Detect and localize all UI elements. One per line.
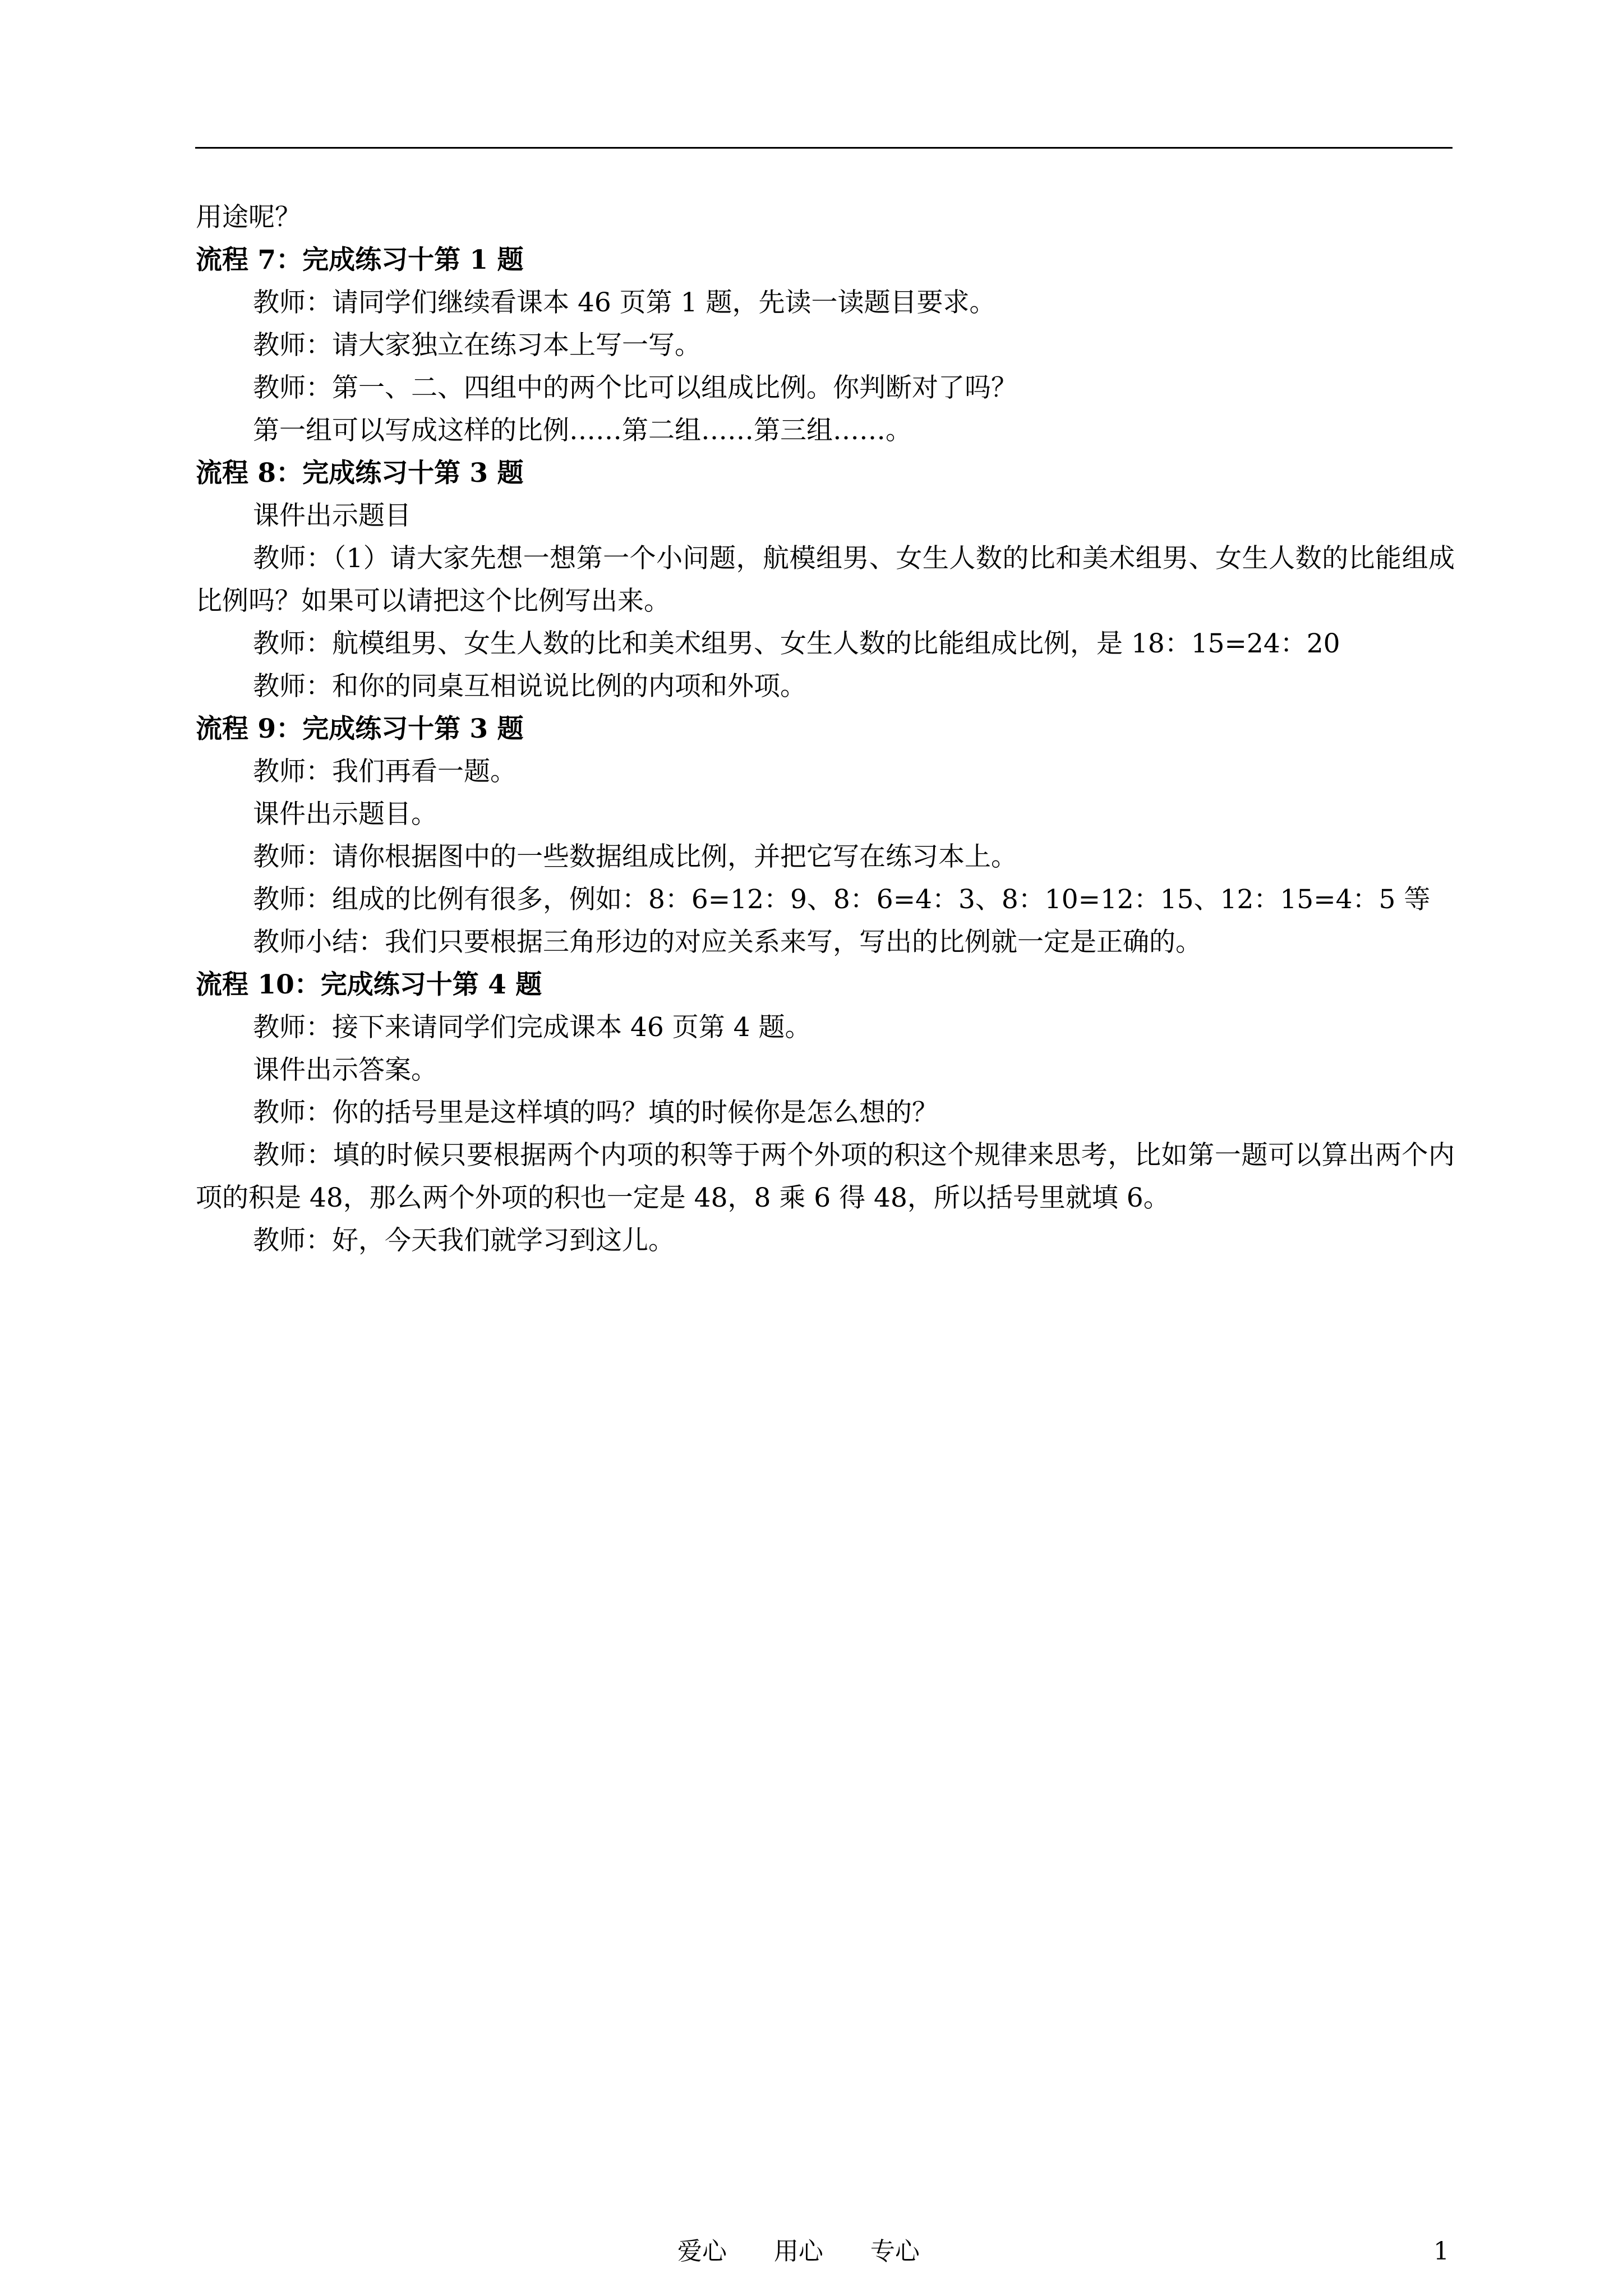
paragraph: 课件出示题目 xyxy=(253,500,411,531)
paragraph: 教师小结：我们只要根据三角形边的对应关系来写，写出的比例就一定是正确的。 xyxy=(253,927,1202,958)
section-heading: 流程 10：完成练习十第 4 题 xyxy=(196,969,542,1000)
section-heading: 流程 9：完成练习十第 3 题 xyxy=(196,714,524,744)
paragraph: 教师：航模组男、女生人数的比和美术组男、女生人数的比能组成比例，是 18：15=24：20 xyxy=(253,628,1340,659)
paragraph: 教师：请同学们继续看课本 46 页第 1 题，先读一读题目要求。 xyxy=(253,287,996,318)
paragraph: 教师：和你的同桌互相说说比例的内项和外项。 xyxy=(253,671,806,702)
paragraph: 教师：好，今天我们就学习到这儿。 xyxy=(253,1225,675,1256)
paragraph-continuation: 用途呢？ xyxy=(196,202,301,233)
paragraph: 教师：请大家独立在练习本上写一写。 xyxy=(253,330,701,361)
paragraph: 课件出示题目。 xyxy=(253,799,437,830)
paragraph: 教师：请你根据图中的一些数据组成比例，并把它写在练习本上。 xyxy=(253,841,1017,872)
paragraph: 教师：组成的比例有很多，例如：8：6=12：9、8：6=4：3、8：10=12：15、12：15=4：5 等 xyxy=(253,884,1431,915)
paragraph: 第一组可以写成这样的比例……第二组……第三组……。 xyxy=(253,415,912,446)
paragraph: 教师：我们再看一题。 xyxy=(253,756,517,787)
document-body xyxy=(196,196,1455,1262)
paragraph: 教师：你的括号里是这样填的吗？填的时候你是怎么想的？ xyxy=(253,1097,938,1128)
paragraph: 教师：（1）请大家先想一想第一个小问题，航模组男、女生人数的比和美术组男、女生人数的比能组成比例吗？如果可以请把这个比例写出来。 xyxy=(196,543,1455,616)
paragraph: 教师：第一、二、四组中的两个比可以组成比例。你判断对了吗？ xyxy=(253,372,1017,403)
paragraph: 教师：接下来请同学们完成课本 46 页第 4 题。 xyxy=(253,1012,811,1043)
page-number: 1 xyxy=(1433,2237,1449,2266)
paragraph: 教师：填的时候只要根据两个内项的积等于两个外项的积这个规律来思考，比如第一题可以算出两个内项的积是 48，那么两个外项的积也一定是 48，8 乘 6 得 48，所以括号里就填 6。 xyxy=(196,1140,1455,1213)
paragraph: 课件出示答案。 xyxy=(253,1055,437,1085)
section-heading: 流程 8：完成练习十第 3 题 xyxy=(196,458,524,489)
header-rule xyxy=(195,147,1453,149)
footer-slogan: 爱心 用心 专心 xyxy=(677,2237,920,2266)
section-heading: 流程 7：完成练习十第 1 题 xyxy=(196,245,524,275)
page-footer xyxy=(0,2235,1623,2269)
